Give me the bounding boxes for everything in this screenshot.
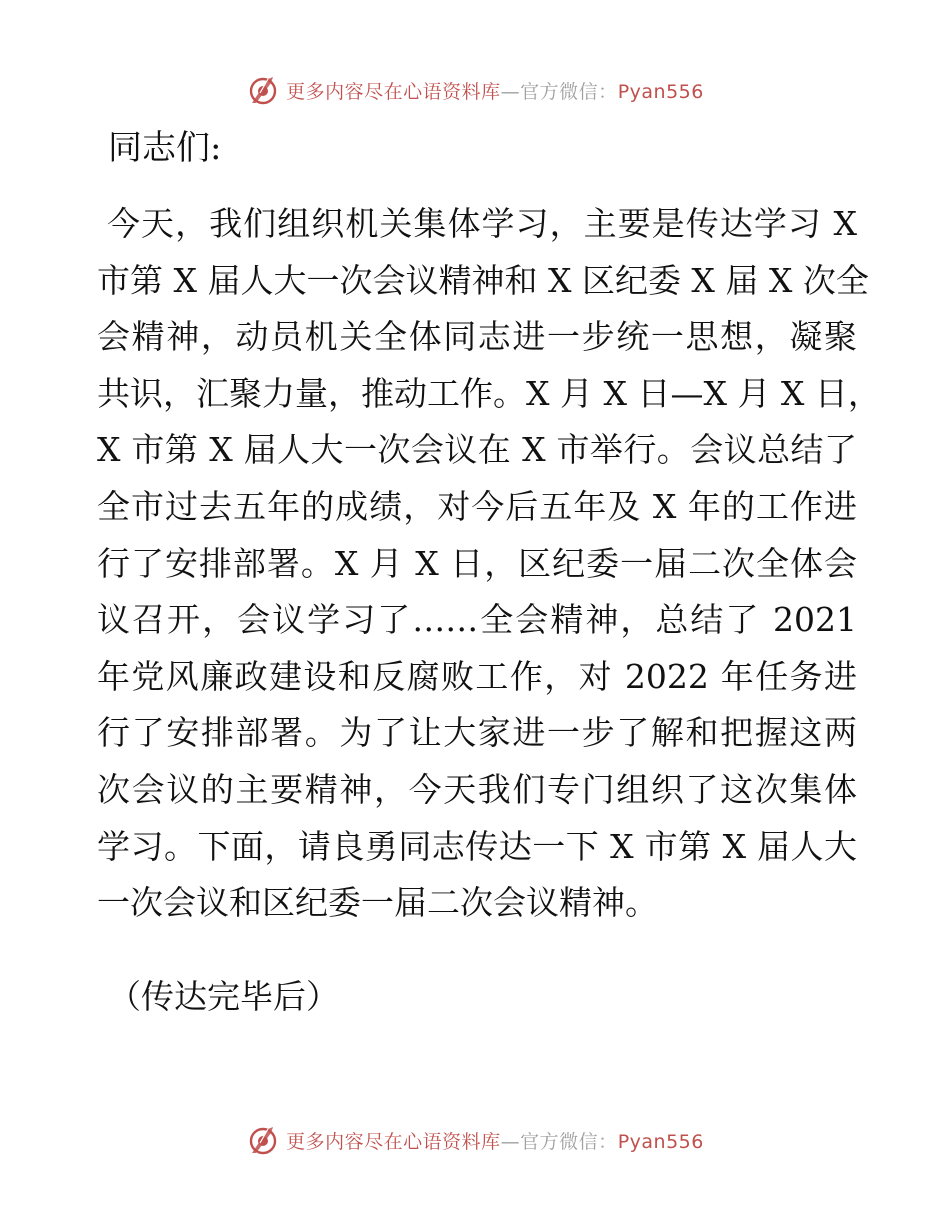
- header-banner: [0, 70, 950, 110]
- paragraph-line: 次会议的主要精神，今天我们专门组织了这次集体: [97, 769, 857, 809]
- quill-circle-logo-icon: [246, 73, 280, 107]
- banner-wechat-handle: Pyan556: [617, 80, 704, 103]
- paragraph-line: 议召开，会议学习了……全会精神，总结了 2021: [97, 600, 857, 640]
- paragraph-line: 共识，汇聚力量，推动工作。X 月 X 日—X 月 X 日，: [97, 373, 881, 413]
- paragraph-line: 学习。下面，请良勇同志传达一下 X 市第 X 届人大: [97, 826, 857, 866]
- paragraph-line: 全市过去五年的成绩，对今后五年及 X 年的工作进: [97, 486, 857, 526]
- banner-main-text: 更多内容尽在心语资料库: [286, 1130, 501, 1153]
- paragraph-line: X 市第 X 届人大一次会议在 X 市举行。会议总结了: [97, 430, 857, 470]
- footer-banner: [0, 1120, 950, 1160]
- paragraph-line: 行了安排部署。为了让大家进一步了解和把握这两: [97, 713, 857, 753]
- banner-dash: —: [500, 80, 521, 103]
- banner-main-text: 更多内容尽在心语资料库: [286, 80, 501, 103]
- banner-wechat-handle: Pyan556: [617, 1130, 704, 1153]
- quill-circle-logo-icon: [246, 1123, 280, 1157]
- salutation: 同志们:: [108, 128, 222, 168]
- paragraph-line: 今天，我们组织机关集体学习，主要是传达学习 X: [107, 204, 857, 243]
- banner-text: [286, 77, 704, 104]
- paragraph-line: 一次会议和区纪委一届二次会议精神。: [97, 883, 658, 923]
- closing-note: （传达完毕后）: [108, 977, 339, 1016]
- banner-dash: —: [500, 1130, 521, 1153]
- paragraph-line: 会精神，动员机关全体同志进一步统一思想，凝聚: [97, 317, 857, 357]
- banner-wechat-label: 官方微信：: [520, 80, 618, 103]
- paragraph-line: 行了安排部署。X 月 X 日，区纪委一届二次全体会: [97, 543, 857, 583]
- banner-text: [286, 1127, 704, 1154]
- paragraph-line: 市第 X 届人大一次会议精神和 X 区纪委 X 届 X 次全: [97, 260, 869, 300]
- paragraph-line: 年党风廉政建设和反腐败工作，对 2022 年任务进: [97, 656, 857, 696]
- banner-wechat-label: 官方微信：: [520, 1130, 618, 1153]
- body-paragraph: [97, 196, 881, 932]
